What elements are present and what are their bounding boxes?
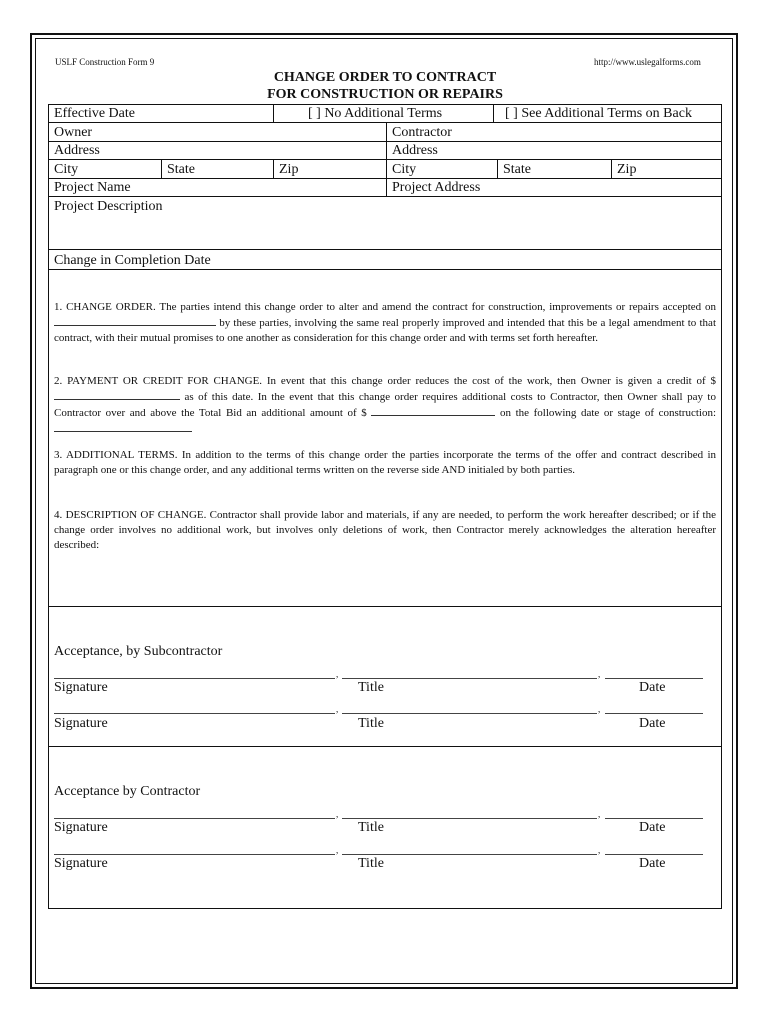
con-date-label-2: Date	[639, 856, 666, 871]
credit-amount-blank[interactable]	[54, 389, 180, 400]
sub-signature-label-1: Signature	[54, 680, 108, 695]
con-title-line-2[interactable]	[342, 854, 597, 855]
owner-address-label: Address	[54, 143, 100, 158]
form-title-line1: CHANGE ORDER TO CONTRACT	[273, 70, 497, 85]
owner-label: Owner	[54, 125, 93, 140]
clause-additional-terms: 3. ADDITIONAL TERMS. In addition to the terms of this change order the parties incorporate the terms of the offer and contract described in paragraph one or this change order, and any additional terms written on the reverse side AND initialed by both parties.	[54, 449, 716, 476]
con-title-label-2: Title	[358, 856, 384, 871]
con-date-line-1[interactable]	[605, 818, 703, 819]
clause-change-order: 1. CHANGE ORDER. The parties intend this change order to alter and amend the contract for construction, improvements or repairs accepted on by these parties, involving the same real properly improved and intended that this be a legal amendment to that contract, with their mutual promises to one another as consideration for this change order and with terms set forth hereafter.	[54, 301, 716, 344]
contractor-label: Contractor	[392, 125, 452, 140]
additional-amount-blank[interactable]	[371, 405, 495, 416]
con-title-line-1[interactable]	[342, 818, 597, 819]
project-name-label: Project Name	[54, 180, 131, 195]
con-date-line-2[interactable]	[605, 854, 703, 855]
con-signature-line-1[interactable]	[54, 818, 335, 819]
contractor-acceptance-heading: Acceptance by Contractor	[54, 784, 201, 799]
clause-description-of-change: 4. DESCRIPTION OF CHANGE. Contractor shall provide labor and materials, if any are needed, to perform the work hereafter described; or if the change order involves no additional work, but involves only deletions of work, then Contractor merely acknowledges the alteration hereafter described:	[54, 509, 716, 551]
completion-date-label: Change in Completion Date	[54, 253, 211, 268]
source-url: http://www.uslegalforms.com	[594, 57, 701, 67]
clause-payment-credit: 2. PAYMENT OR CREDIT FOR CHANGE. In event that this change order reduces the cost of the work, then Owner is given a credit of $ as of this date. In the event that this change order requires additional costs to Contractor, then Owner shall pay to Contractor over and above the Total Bid an additional amount of $ on the following date or stage of construction:	[54, 374, 716, 437]
sub-title-label-1: Title	[358, 680, 384, 695]
sub-title-label-2: Title	[358, 716, 384, 731]
see-additional-terms-checkbox[interactable]: [ ] See Additional Terms on Back	[505, 106, 692, 121]
sub-signature-label-2: Signature	[54, 716, 108, 731]
contractor-city-label: City	[392, 162, 417, 177]
con-signature-label-1: Signature	[54, 820, 108, 835]
form-id: USLF Construction Form 9	[55, 57, 155, 67]
form-title-line2: FOR CONSTRUCTION OR REPAIRS	[267, 87, 503, 102]
contractor-address-label: Address	[392, 143, 438, 158]
no-additional-terms-checkbox[interactable]: [ ] No Additional Terms	[308, 106, 443, 121]
owner-zip-label: Zip	[279, 162, 299, 177]
sub-date-line-2[interactable]	[605, 713, 703, 714]
accepted-on-blank[interactable]	[54, 315, 216, 326]
sub-signature-line-2[interactable]	[54, 713, 335, 714]
owner-state-label: State	[167, 162, 195, 177]
contractor-state-label: State	[503, 162, 531, 177]
sub-date-label-2: Date	[639, 716, 666, 731]
sub-title-line-1[interactable]	[342, 678, 597, 679]
con-signature-line-2[interactable]	[54, 854, 335, 855]
con-title-label-1: Title	[358, 820, 384, 835]
sub-date-line-1[interactable]	[605, 678, 703, 679]
owner-city-label: City	[54, 162, 79, 177]
subcontractor-acceptance-heading: Acceptance, by Subcontractor	[54, 644, 223, 659]
con-date-label-1: Date	[639, 820, 666, 835]
con-signature-label-2: Signature	[54, 856, 108, 871]
sub-signature-line-1[interactable]	[54, 678, 335, 679]
payment-date-blank[interactable]	[54, 421, 192, 432]
effective-date-label: Effective Date	[54, 106, 135, 121]
sub-title-line-2[interactable]	[342, 713, 597, 714]
project-description-label: Project Description	[54, 199, 163, 214]
project-address-label: Project Address	[392, 180, 481, 195]
sub-date-label-1: Date	[639, 680, 666, 695]
contractor-zip-label: Zip	[617, 162, 637, 177]
